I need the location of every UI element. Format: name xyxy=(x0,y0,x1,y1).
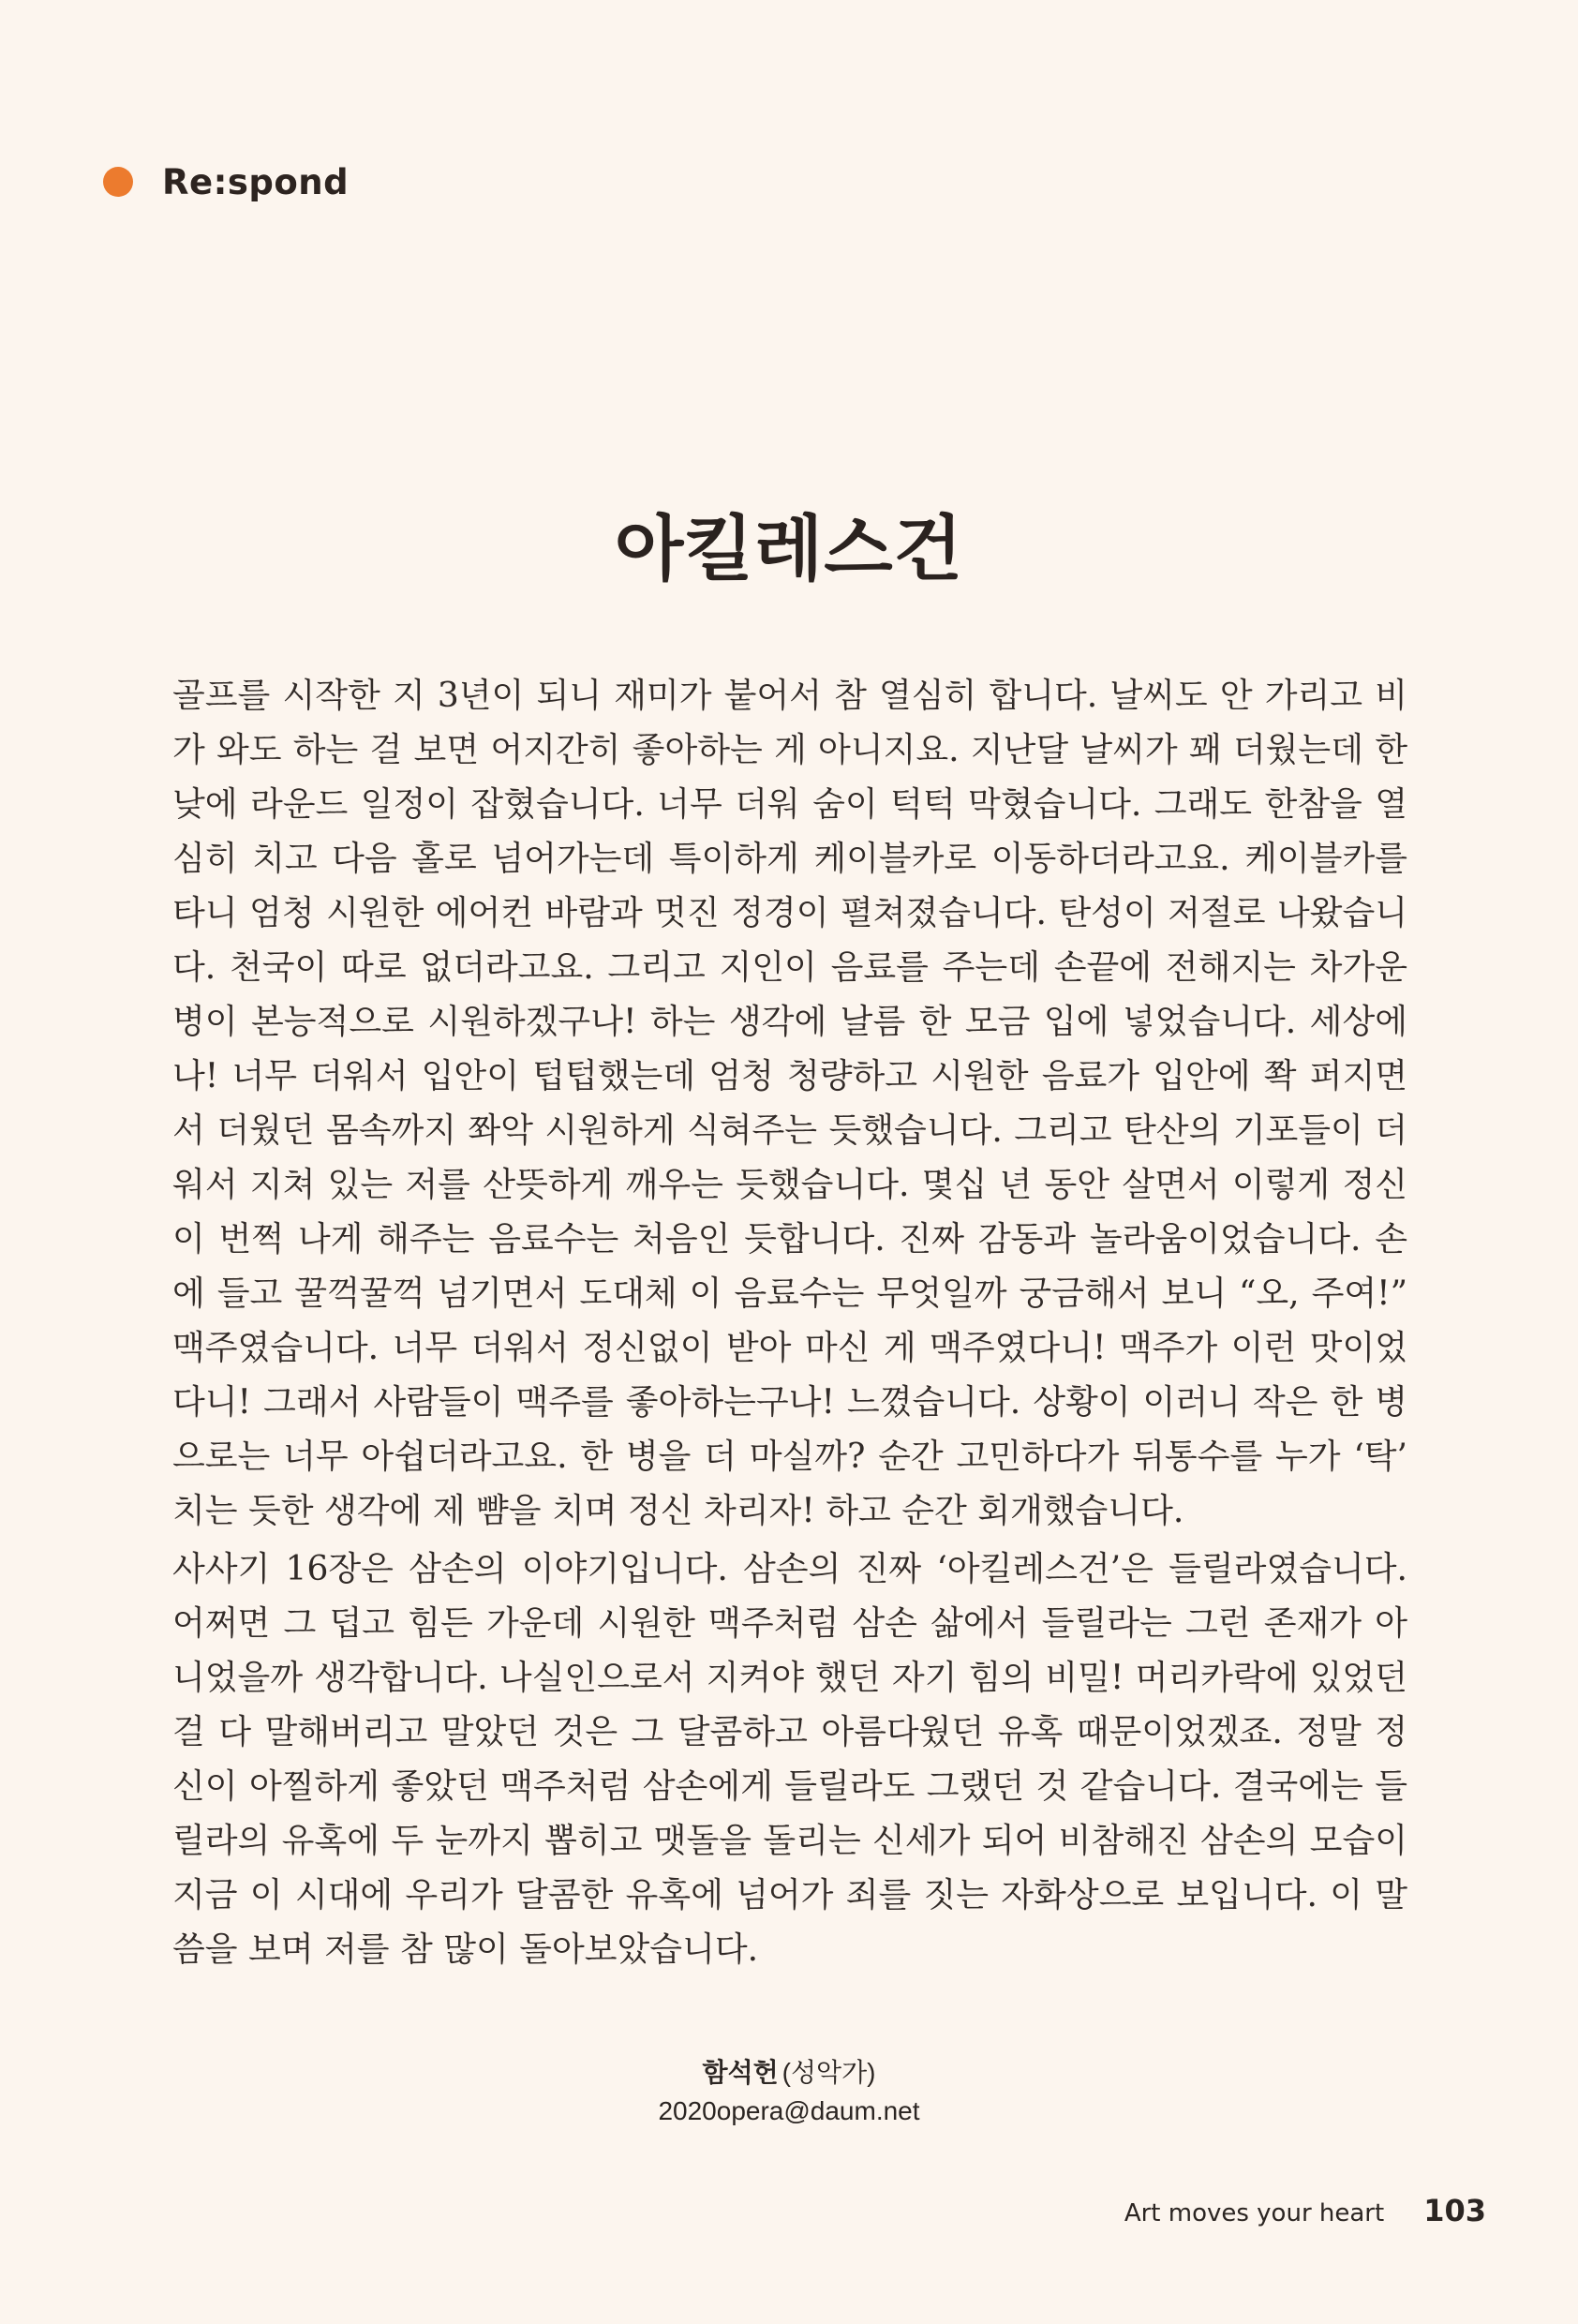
page-number: 103 xyxy=(1423,2193,1486,2228)
author-byline xyxy=(0,2054,1578,2131)
author-name: 함석헌 xyxy=(702,2058,779,2087)
orange-dot-icon xyxy=(103,167,133,197)
article-paragraph-1: 골프를 시작한 지 3년이 되니 재미가 붙어서 참 열심히 합니다. 날씨도 안 가리고 비가 와도 하는 걸 보면 어지간히 좋아하는 게 아니지요. 지난달 날씨가 꽤 더웠는데 한낮에 라운드 일정이 잡혔습니다. 너무 더워 숨이 턱턱 막혔습니다. 그래도 한참을 열심히 치고 다음 홀로 넘어가는데 특이하게 케이블카로 이동하더라고요. 케이블카를 타니 엄청 시원한 에어컨 바람과 멋진 정경이 펼쳐졌습니다. 탄성이 저절로 나왔습니다. 천국이 따로 없더라고요. 그리고 지인이 음료를 주는데 손끝에 전해지는 차가운 병이 본능적으로 시원하겠구나! 하는 생각에 날름 한 모금 입에 넣었습니다. 세상에나! 너무 더워서 입안이 텁텁했는데 엄청 청량하고 시원한 음료가 입안에 쫙 퍼지면서 더웠던 몸속까지 쫘악 시원하게 식혀주는 듯했습니다. 그리고 탄산의 기포들이 더워서 지쳐 있는 저를 산뜻하게 깨우는 듯했습니다. 몇십 년 동안 살면서 이렇게 정신이 번쩍 나게 해주는 음료수는 처음인 듯합니다. 진짜 감동과 놀라움이었습니다. 손에 들고 꿀꺽꿀꺽 넘기면서 도대체 이 음료수는 무엇일까 궁금해서 보니 “오, 주여!” 맥주였습니다. 너무 더워서 정신없이 받아 마신 게 맥주였다니! 맥주가 이런 맛이었다니! 그래서 사람들이 맥주를 좋아하는구나! 느꼈습니다. 상황이 이러니 작은 한 병으로는 너무 아쉽더라고요. 한 병을 더 마실까? 순간 고민하다가 뒤통수를 누가 ‘탁’ 치는 듯한 생각에 제 뺨을 치며 정신 차리자! 하고 순간 회개했습니다. xyxy=(172,677,1407,1530)
section-label: Re:spond xyxy=(162,161,350,202)
page-footer xyxy=(1124,2193,1486,2228)
footer-tagline: Art moves your heart xyxy=(1124,2199,1385,2227)
article-title: 아킬레스건 xyxy=(614,507,964,590)
author-line xyxy=(0,2054,1578,2092)
section-tag xyxy=(103,159,349,204)
author-role: (성악가) xyxy=(782,2058,876,2087)
article-paragraph-2: 사사기 16장은 삼손의 이야기입니다. 삼손의 진짜 ‘아킬레스건’은 들릴라였습니다. 어쩌면 그 덥고 힘든 가운데 시원한 맥주처럼 삼손 삶에서 들릴라는 그런 존재가 아니었을까 생각합니다. 나실인으로서 지켜야 했던 자기 힘의 비밀! 머리카락에 있었던 걸 다 말해버리고 말았던 것은 그 달콤하고 아름다웠던 유혹 때문이었겠죠. 정말 정신이 아찔하게 좋았던 맥주처럼 삼손에게 들릴라도 그랬던 것 같습니다. 결국에는 들릴라의 유혹에 두 눈까지 뽑히고 맷돌을 돌리는 신세가 되어 비참해진 삼손의 모습이 지금 이 시대에 우리가 달콤한 유혹에 넘어가 죄를 짓는 자화상으로 보입니다. 이 말씀을 보며 저를 참 많이 돌아보았습니다. xyxy=(172,1550,1407,1969)
author-email: 2020opera@daum.net xyxy=(658,2096,920,2125)
